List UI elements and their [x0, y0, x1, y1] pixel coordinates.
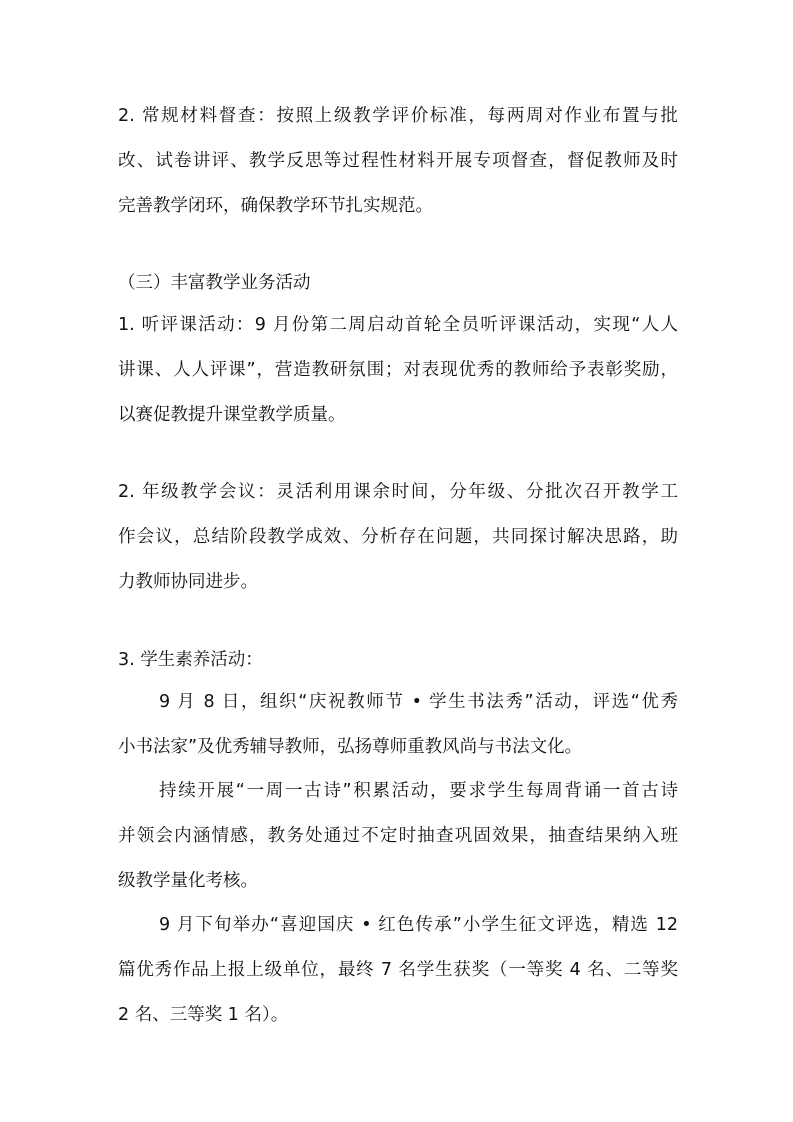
text-line: 级教学量化考核。	[118, 871, 258, 891]
text-line: 9 月下旬举办“喜迎国庆 • 红色传承”小学生征文评选，精选 12	[159, 915, 678, 935]
text-line: 持续开展“一周一古诗”积累活动，要求学生每周背诵一首古诗	[159, 781, 678, 801]
text-line: 2 名、三等奖 1 名）。	[118, 1005, 289, 1025]
item-title: 3. 学生素养活动：	[118, 650, 263, 670]
text-line: 并领会内涵情感，教务处通过不定时抽查巩固效果，抽查结果纳入班	[118, 826, 678, 846]
text-line: 以赛促教提升课堂教学质量。	[118, 405, 346, 425]
text-line: 2. 年级教学会议：灵活利用课余时间，分年级、分批次召开教学工	[118, 482, 678, 502]
text-line: 2. 常规材料督查：按照上级教学评价标准，每两周对作业布置与批	[118, 106, 678, 126]
text-line: 1. 听评课活动：9 月份第二周启动首轮全员听评课活动，实现“人人	[118, 315, 678, 335]
text-line: 小书法家”及优秀辅导教师，弘扬尊师重教风尚与书法文化。	[118, 737, 583, 757]
text-line: 作会议，总结阶段教学成效、分析存在问题，共同探讨解决思路，助	[118, 527, 678, 547]
text-line: 篇优秀作品上报上级单位，最终 7 名学生获奖（一等奖 4 名、二等奖	[118, 960, 678, 980]
text-line: 完善教学闭环，确保教学环节扎实规范。	[118, 196, 433, 216]
section-heading: （三）丰富教学业务活动	[118, 273, 311, 293]
text-line: 9 月 8 日，组织“庆祝教师节 • 学生书法秀”活动，评选“优秀	[159, 692, 678, 712]
text-line: 改、试卷讲评、教学反思等过程性材料开展专项督查，督促教师及时	[118, 151, 678, 171]
text-line: 讲课、人人评课”，营造教研氛围；对表现优秀的教师给予表彰奖励，	[118, 360, 678, 380]
text-line: 力教师协同进步。	[118, 572, 258, 592]
